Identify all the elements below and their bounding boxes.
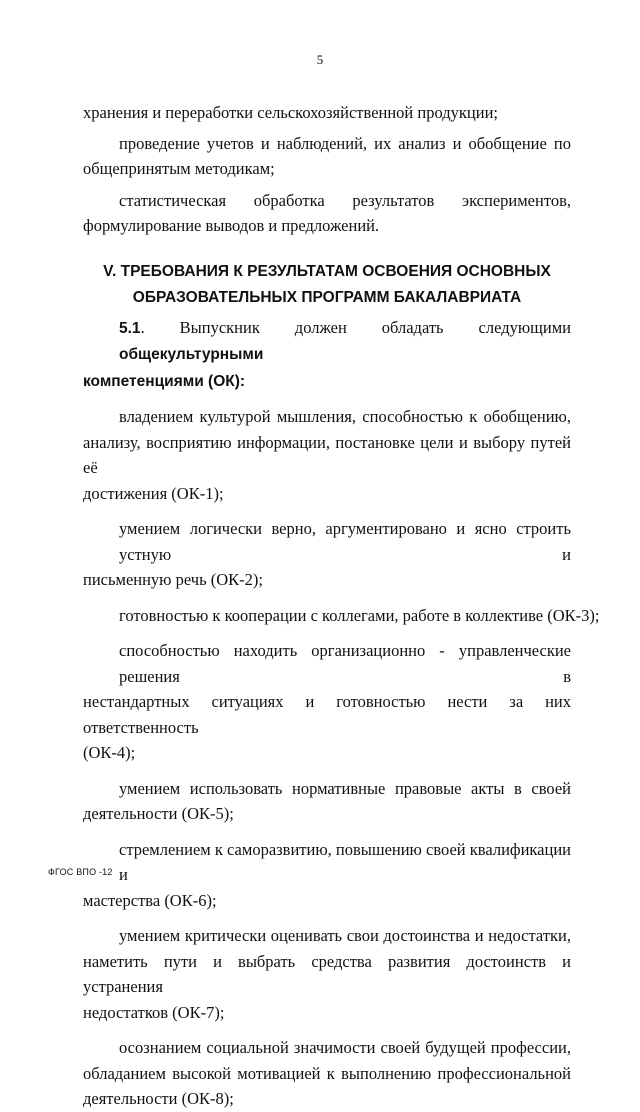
heading-line-2: ОБРАЗОВАТЕЛЬНЫХ ПРОГРАММ БАКАЛАВРИАТА bbox=[132, 288, 522, 306]
document-body bbox=[83, 100, 600, 1112]
competence-ok6-end: мастерства (ОК-6); bbox=[83, 890, 217, 910]
competence-ok8-end: деятельности (ОК-8); bbox=[83, 1089, 234, 1108]
text-line: статистическая обработка результатов экспериментов, bbox=[119, 190, 571, 210]
competence-ok7-end: недостатков (ОК-7); bbox=[83, 1002, 225, 1022]
competence-ok4: способностью находить организационно - управленческие решения в bbox=[119, 641, 571, 686]
competence-ok5: умением использовать нормативные правовые акты в своей bbox=[119, 778, 571, 798]
document-footer: ФГОС ВПО -12 bbox=[48, 867, 113, 877]
text-line: проведение учетов и наблюдений, их анализ и обобщение по bbox=[119, 133, 571, 153]
competence-ok5-end: деятельности (ОК-5); bbox=[83, 804, 234, 823]
section-bold-term: общекультурными bbox=[119, 346, 264, 363]
competence-ok4-end: (ОК-4); bbox=[83, 743, 136, 762]
competence-ok7-cont: наметить пути и выбрать средства развития достоинств и устранения bbox=[83, 951, 571, 996]
section-intro-cont bbox=[83, 368, 571, 395]
competence-ok7: умением критически оценивать свои достоинства и недостатки, bbox=[119, 926, 571, 945]
section-intro-text: . Выпускник должен обладать следующими bbox=[140, 317, 571, 337]
competence-ok2-end: письменную речь (ОК-2); bbox=[83, 570, 263, 589]
text-line: хранения и переработки сельскохозяйственной продукции; bbox=[83, 103, 498, 122]
competence-ok6: стремлением к саморазвитию, повышению своей квалификации и bbox=[119, 839, 571, 884]
competence-ok1-cont: анализу, восприятию информации, постановке цели и выбору путей её bbox=[83, 432, 571, 477]
competence-ok8: осознанием социальной значимости своей будущей профессии, bbox=[119, 1038, 571, 1057]
competence-ok3: готовностью к кооперации с коллегами, работе в коллективе (ОК-3); bbox=[119, 605, 600, 625]
competence-ok1-end: достижения (ОК-1); bbox=[83, 483, 224, 503]
page-number: 5 bbox=[316, 52, 324, 67]
text-line: формулирование выводов и предложений. bbox=[83, 216, 380, 235]
competence-ok1: владением культурой мышления, способностью к обобщению, bbox=[119, 407, 571, 426]
competence-ok8-cont: обладанием высокой мотивацией к выполнению профессиональной bbox=[83, 1063, 571, 1083]
section-heading bbox=[83, 259, 571, 311]
heading-line-1: V. ТРЕБОВАНИЯ К РЕЗУЛЬТАТАМ ОСВОЕНИЯ ОСНОВНЫХ bbox=[103, 262, 551, 280]
competence-ok4-cont: нестандартных ситуациях и готовностью нести за них ответственность bbox=[83, 692, 571, 737]
section-number: 5.1 bbox=[119, 319, 141, 337]
competence-ok2: умением логически верно, аргументировано и ясно строить устную и bbox=[119, 519, 571, 564]
section-intro bbox=[83, 315, 571, 368]
section-bold-term-2: компетенциями (ОК): bbox=[83, 372, 246, 390]
text-line: общепринятым методикам; bbox=[83, 159, 275, 178]
